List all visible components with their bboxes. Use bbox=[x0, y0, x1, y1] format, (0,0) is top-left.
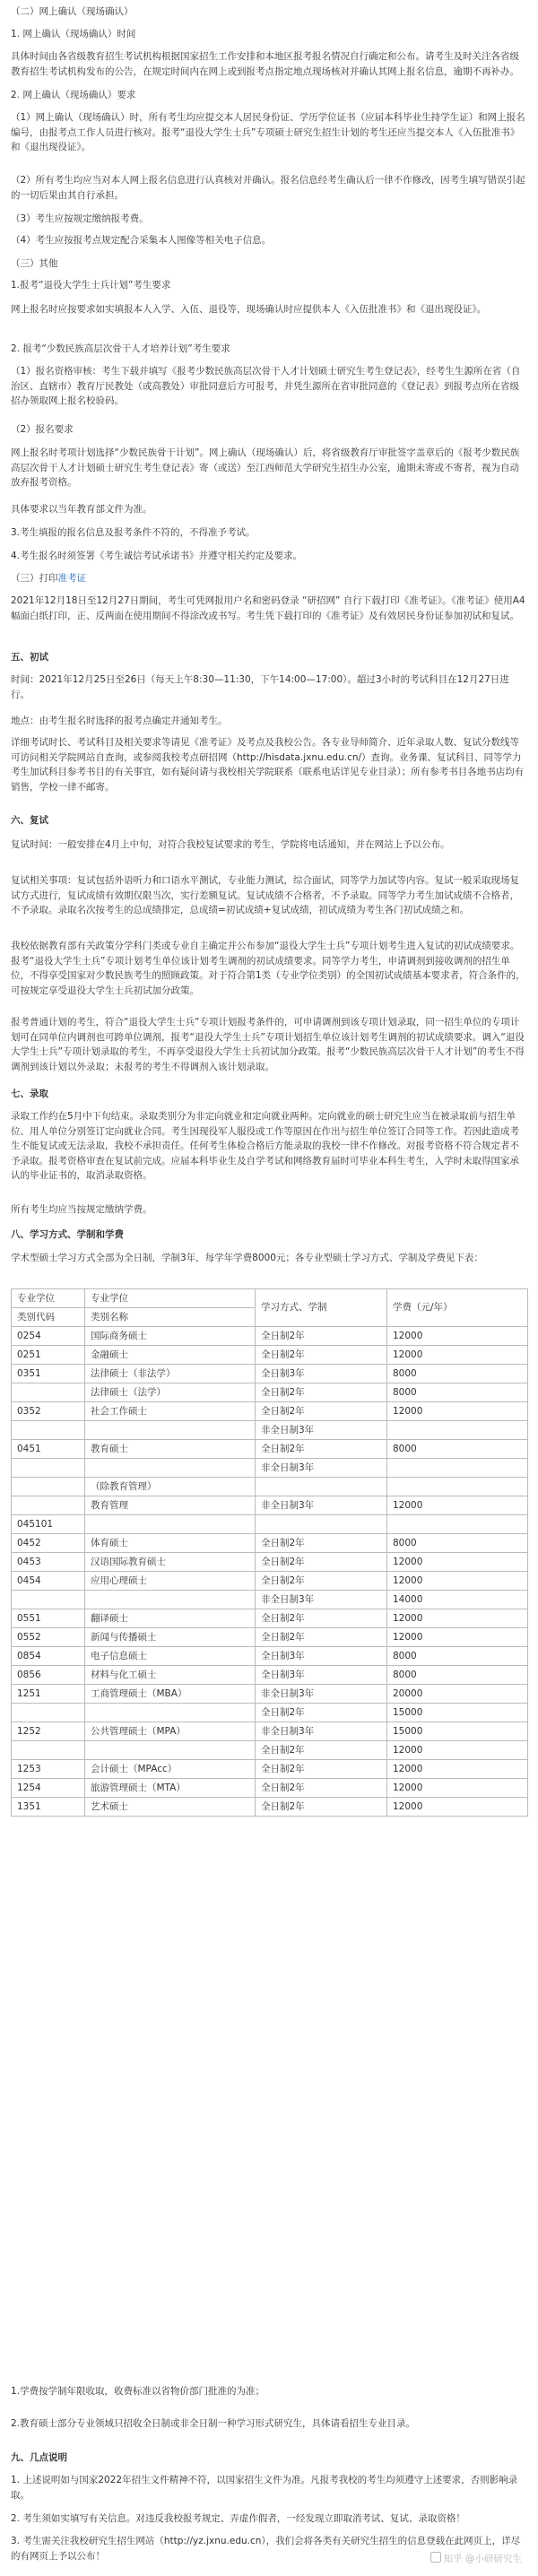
paragraph: 1. 上述说明如与国家2022年招生文件精神不符，以国家招生文件为准。凡报考我校的考生均须遵守上述要求，否则影响录取。 bbox=[11, 2475, 518, 2501]
table-row bbox=[12, 1327, 528, 1346]
table-cell-name: 金融硕士 bbox=[85, 1346, 256, 1365]
paragraph: 所有考生均应当按规定缴纳学费。 bbox=[11, 1204, 152, 1215]
table-cell-code: 1253 bbox=[12, 1760, 85, 1779]
table-cell-code bbox=[12, 1478, 85, 1496]
table-cell-fee: 8000 bbox=[387, 1383, 528, 1402]
table-cell-mode: 全日制3年 bbox=[256, 1647, 387, 1666]
table-cell-code bbox=[12, 1496, 85, 1515]
table-cell-code bbox=[12, 1421, 85, 1440]
paragraph: 网上报名时应按要求如实填报本人入学、入伍、退役等，现场确认时应提供本人《入伍批准书》和《退出现役证》。 bbox=[11, 304, 487, 315]
table-cell-code: 0352 bbox=[12, 1402, 85, 1421]
paragraph: 复试相关事项：复试包括外语听力和口语水平测试，专业能力测试，综合面试，同等学力加试等内容。复试一般采取现场复试方式进行，复试成绩有效期仅限当次，实行差额复试。复试成绩不合格者，不予录取。同等学力考生加试成绩不合格者，不予录取。录取名次按考生的总成绩排定，总成绩=初试成绩+复试成绩，初试成绩为考生各门初试成绩之和。 bbox=[11, 875, 519, 915]
table-cell-mode: 非全日制3年 bbox=[256, 1421, 387, 1440]
table-cell-name: 新闻与传播硕士 bbox=[85, 1628, 256, 1647]
header-cell: 类别代码 bbox=[12, 1308, 85, 1327]
table-cell-mode: 全日制2年 bbox=[256, 1628, 387, 1647]
paragraph: 2021年12月18日至12月27日期间，考生可凭网报用户名和密码登录 “研招网” 自行下载打印《准考证》。《准考证》使用A4幅面白纸打印，正、反两面在使用期间不得涂改或书写。考生凭下载打印的《准考证》及有效居民身份证参加初试和复试。 bbox=[11, 595, 525, 621]
table-row bbox=[12, 1647, 528, 1666]
subsection-heading: （2）报名要求 bbox=[11, 424, 74, 435]
table-cell-name: 旅游管理硕士（MTA） bbox=[85, 1779, 256, 1798]
table-cell-fee: 8000 bbox=[387, 1365, 528, 1383]
admission-ticket-link[interactable]: 准考证 bbox=[57, 573, 86, 584]
table-cell-fee: 12000 bbox=[387, 1402, 528, 1421]
table-cell-fee: 20000 bbox=[387, 1685, 528, 1704]
table-cell-fee: 12000 bbox=[387, 1496, 528, 1515]
paragraph: 我校依据教育部有关政策分学科门类或专业自主确定并公布参加“退役大学生士兵”专项计划考生进入复试的初试成绩要求。报考“退役大学生士兵”专项计划考生单位该计划考生调剂的初试成绩要求。同等学力考生，申请调剂到接收调剂的招生单位，不得享受国家对少数民族考生的照顾政策。对于符合第1类（专业学位类别）的全国初试成绩基本要求者，符合条件的，可按规定享受退役大学生士兵初试加分政策。 bbox=[11, 941, 525, 996]
table-cell-code: 0551 bbox=[12, 1609, 85, 1628]
table-cell-mode: 非全日制3年 bbox=[256, 1685, 387, 1704]
table-cell-code bbox=[12, 1741, 85, 1760]
paragraph: 学术型硕士学习方式全部为全日制，学制3年，每学年学费8000元；各专业型硕士学习方式、学制及学费见下表： bbox=[11, 1253, 483, 1263]
subsection-heading: 1.报考“退役大学生士兵计划”考生要求 bbox=[11, 280, 171, 291]
header-cell: 类别名称 bbox=[85, 1308, 256, 1327]
table-row bbox=[12, 1628, 528, 1647]
table-cell-name bbox=[85, 1421, 256, 1440]
section-heading: （三）其他 bbox=[11, 258, 58, 269]
paragraph: 详细考试时长、考试科目及相关要求等请见《准考证》及考点及我校公告。各专业导师简介、近年录取人数、复试分数线等可访问相关学院网站自查询，或参阅我校考点研招网（http://hisdata.jxnu.edu.cn/）查询。业务课、复试科目、同等学力考生加试科目参考书目的有关事宜，如有疑问请与我校相关学院联系（联系电话详见专业目录）；所有参考书目各地书店均有销售，学校一律不邮寄。 bbox=[11, 737, 525, 793]
section-heading: 九、几点说明 bbox=[11, 2452, 67, 2463]
paragraph: 具体要求以当年教育部文件为准。 bbox=[11, 504, 152, 515]
table-cell-fee: 8000 bbox=[387, 1534, 528, 1553]
table-row bbox=[12, 1798, 528, 1817]
table-cell-fee bbox=[387, 1478, 528, 1496]
section-heading: 五、初试 bbox=[11, 652, 48, 663]
table-cell-code: 0451 bbox=[12, 1440, 85, 1459]
watermark-text: 知乎 @小研研究生 bbox=[443, 2554, 522, 2564]
table-cell-fee: 8000 bbox=[387, 1666, 528, 1685]
table-row bbox=[12, 1591, 528, 1609]
section-heading: 六、复试 bbox=[11, 815, 48, 826]
table-cell-fee bbox=[387, 1459, 528, 1478]
table-cell-fee bbox=[387, 1421, 528, 1440]
table-cell-mode: 全日制2年 bbox=[256, 1402, 387, 1421]
table-cell-name: 工商管理硕士（MBA） bbox=[85, 1685, 256, 1704]
section-heading: 八、学习方式、学制和学费 bbox=[11, 1229, 124, 1240]
table-row bbox=[12, 1402, 528, 1421]
table-cell-name bbox=[85, 1515, 256, 1534]
table-row bbox=[12, 1383, 528, 1402]
table-row bbox=[12, 1553, 528, 1572]
paragraph: 具体时间由各省级教育招生考试机构根据国家招生工作安排和本地区报考报名情况自行确定和公布。请考生及时关注各省级教育招生考试机构发布的公告，在规定时间内在网上或到报考点指定地点现场核对并确认其网上报名信息，逾期不再补办。 bbox=[11, 51, 519, 77]
table-cell-name: 社会工作硕士 bbox=[85, 1402, 256, 1421]
table-cell-mode: 非全日制3年 bbox=[256, 1496, 387, 1515]
paragraph: （2）所有考生均应当对本人网上报名信息进行认真核对并确认。报名信息经考生确认后一律不作修改，因考生填写错误引起的一切后果由其自行承担。 bbox=[11, 175, 525, 201]
table-cell-code: 0854 bbox=[12, 1647, 85, 1666]
table-cell-name: 汉语国际教育硕士 bbox=[85, 1553, 256, 1572]
table-cell-code bbox=[12, 1591, 85, 1609]
table-row bbox=[12, 1741, 528, 1760]
table-cell-code: 1252 bbox=[12, 1722, 85, 1741]
note: 2.教育硕士部分专业领域只招收全日制或非全日制一种学习形式研究生，具体请看招生专业目录。 bbox=[11, 2418, 416, 2429]
table-cell-code: 0452 bbox=[12, 1534, 85, 1553]
table-row bbox=[12, 1704, 528, 1722]
watermark bbox=[430, 2552, 522, 2565]
table-cell-fee: 12000 bbox=[387, 1628, 528, 1647]
table-cell-mode: 全日制2年 bbox=[256, 1704, 387, 1722]
table-cell-mode: 非全日制3年 bbox=[256, 1459, 387, 1478]
paragraph: 时间：2021年12月25日至26日（每天上午8:30—11:30，下午14:00—17:00）。超过3小时的考试科目在12月27日进行。 bbox=[11, 674, 509, 700]
table-cell-name: 公共管理硕士（MPA） bbox=[85, 1722, 256, 1741]
table-cell-name: 材料与化工硕士 bbox=[85, 1666, 256, 1685]
table-cell-fee: 15000 bbox=[387, 1722, 528, 1741]
table-cell-name: 艺术硕士 bbox=[85, 1798, 256, 1817]
header-cell: 专业学位 bbox=[85, 1289, 256, 1308]
table-cell-name bbox=[85, 1741, 256, 1760]
table-row bbox=[12, 1685, 528, 1704]
table-cell-code: 0351 bbox=[12, 1365, 85, 1383]
table-cell-mode: 全日制2年 bbox=[256, 1327, 387, 1346]
table-cell-name: 法律硕士（法学） bbox=[85, 1383, 256, 1402]
table-cell-mode: 全日制2年 bbox=[256, 1741, 387, 1760]
table-header-row bbox=[12, 1289, 528, 1308]
table-cell-name: 会计硕士（MPAcc） bbox=[85, 1760, 256, 1779]
table-cell-mode: 全日制2年 bbox=[256, 1779, 387, 1798]
table-cell-code: 1251 bbox=[12, 1685, 85, 1704]
table-cell-name: 电子信息硕士 bbox=[85, 1647, 256, 1666]
table-cell-mode: 全日制2年 bbox=[256, 1609, 387, 1628]
table-cell-fee: 12000 bbox=[387, 1798, 528, 1817]
table-cell-fee: 8000 bbox=[387, 1647, 528, 1666]
table-cell-mode bbox=[256, 1478, 387, 1496]
table-cell-code: 0552 bbox=[12, 1628, 85, 1647]
table-row bbox=[12, 1440, 528, 1459]
table-row bbox=[12, 1365, 528, 1383]
table-row bbox=[12, 1722, 528, 1741]
table-cell-fee: 12000 bbox=[387, 1327, 528, 1346]
header-cell: 专业学位 bbox=[12, 1289, 85, 1308]
paragraph: （3）考生应按规定缴纳报考费。 bbox=[11, 213, 149, 224]
paragraph: 复试时间：一般安排在4月上中旬，对符合我校复试要求的考生，学院将电话通知，并在网站上予以公布。 bbox=[11, 839, 450, 850]
table-row bbox=[12, 1459, 528, 1478]
table-cell-code: 0453 bbox=[12, 1553, 85, 1572]
table-cell-name: 教育硕士 bbox=[85, 1440, 256, 1459]
table-cell-code: 0454 bbox=[12, 1572, 85, 1591]
table-row bbox=[12, 1346, 528, 1365]
table-cell-name bbox=[85, 1591, 256, 1609]
table-cell-mode: 全日制2年 bbox=[256, 1383, 387, 1402]
tuition-table bbox=[11, 1288, 528, 1817]
table-cell-mode: 全日制2年 bbox=[256, 1534, 387, 1553]
table-cell-name: 翻译硕士 bbox=[85, 1609, 256, 1628]
table-cell-name bbox=[85, 1704, 256, 1722]
section-heading: （二）网上确认（现场确认） bbox=[11, 6, 134, 17]
paragraph: 4.考生报名时须签署《考生诚信考试承诺书》并遵守相关约定及要求。 bbox=[11, 551, 303, 561]
table-cell-code: 0856 bbox=[12, 1666, 85, 1685]
table-row bbox=[12, 1609, 528, 1628]
table-cell-code: 1254 bbox=[12, 1779, 85, 1798]
table-cell-mode: 全日制3年 bbox=[256, 1666, 387, 1685]
table-cell-code: 0251 bbox=[12, 1346, 85, 1365]
table-cell-mode: 非全日制3年 bbox=[256, 1591, 387, 1609]
table-cell-fee: 12000 bbox=[387, 1346, 528, 1365]
table-cell-code: 0254 bbox=[12, 1327, 85, 1346]
table-cell-name: 应用心理硕士 bbox=[85, 1572, 256, 1591]
paragraph: 3. 考生需关注我校研究生招生网站（http://yz.jxnu.edu.cn），我们会将各类有关研究生招生的信息登载在此网页上，详尽的有网页上予以公布！ bbox=[11, 2536, 521, 2562]
table-cell-fee: 15000 bbox=[387, 1704, 528, 1722]
table-cell-mode: 全日制3年 bbox=[256, 1365, 387, 1383]
table-cell-name: 教育管理 bbox=[85, 1496, 256, 1515]
paragraph: （4）考生应按报考点规定配合采集本人图像等相关电子信息。 bbox=[11, 235, 272, 246]
header-cell: 学费（元/年） bbox=[387, 1289, 528, 1327]
header-cell: 学习方式、学制 bbox=[256, 1289, 387, 1327]
table-cell-code: 1351 bbox=[12, 1798, 85, 1817]
table-row bbox=[12, 1760, 528, 1779]
table-cell-mode: 全日制2年 bbox=[256, 1798, 387, 1817]
table-cell-mode: 全日制2年 bbox=[256, 1553, 387, 1572]
table-cell-name: （除教育管理） bbox=[85, 1478, 256, 1496]
paragraph: （1）报名资格审核：考生下载并填写《报考少数民族高层次骨干人才计划硕士研究生考生登记表》，经考生生源所在省（自治区、直辖市）教育厅民教处（或高教处）审批同意后方可报考，并凭生源所在省审批同意的《登记表》到报考点所在省级招办领取网上报名校验码。 bbox=[11, 366, 521, 406]
paragraph: 录取工作约在5月中下旬结束。录取类别分为非定向就业和定向就业两种。定向就业的硕士研究生应当在被录取前与招生单位、用人单位分别签订定向就业合同。考生因现役军人服役或工作等原因在作出与招生单位签订合同等工作。若因此造成考生不能复试或无法录取，我校不承担责任。任何考生体检合格后方能录取的我校一律不作修改。对报考资格不符合规定者不予录取。报考资格审查在复试前完成。应届本科毕业生及自学考试和网络教育届时可毕业本科生考生，入学时未取得国家承认的毕业证书的，取消录取资格。 bbox=[11, 1111, 519, 1181]
table-row bbox=[12, 1572, 528, 1591]
zhihu-icon bbox=[430, 2552, 441, 2563]
table-cell-code bbox=[12, 1704, 85, 1722]
table-cell-mode: 全日制2年 bbox=[256, 1440, 387, 1459]
table-cell-mode: 非全日制3年 bbox=[256, 1722, 387, 1741]
table-cell-mode: 全日制2年 bbox=[256, 1346, 387, 1365]
table-cell-mode: 全日制2年 bbox=[256, 1572, 387, 1591]
subsection-heading: 1. 网上确认（现场确认）时间 bbox=[11, 29, 136, 39]
paragraph: 网上报名时考项计划选择“少数民族骨干计划”。网上确认（现场确认）后，将省级教育厅审批签字盖章后的《报考少数民族高层次骨干人才计划硕士研究生考生登记表》寄（或送）至江西师范大学研究生招生办公室，逾期未寄或不寄者，视为自动放弃报考资格。 bbox=[11, 447, 520, 488]
table-cell-name: 国际商务硕士 bbox=[85, 1327, 256, 1346]
table-cell-fee: 12000 bbox=[387, 1553, 528, 1572]
subsection-heading: 2. 网上确认（现场确认）要求 bbox=[11, 90, 136, 100]
table-row bbox=[12, 1779, 528, 1798]
paragraph: 地点：由考生报名时选择的报考点确定并通知考生。 bbox=[11, 716, 228, 726]
table-cell-fee: 8000 bbox=[387, 1440, 528, 1459]
subsection-heading: 2. 报考“少数民族高层次骨干人才培养计划”考生要求 bbox=[11, 343, 230, 354]
table-cell-name: 体育硕士 bbox=[85, 1534, 256, 1553]
table-row bbox=[12, 1666, 528, 1685]
table-cell-fee: 12000 bbox=[387, 1779, 528, 1798]
table-cell-fee: 12000 bbox=[387, 1760, 528, 1779]
note: 1.学费按学制年限收取，收费标准以省物价部门批准的为准； bbox=[11, 2386, 265, 2397]
table-cell-code bbox=[12, 1459, 85, 1478]
table-row bbox=[12, 1515, 528, 1534]
table-cell-fee: 12000 bbox=[387, 1572, 528, 1591]
table-row bbox=[12, 1534, 528, 1553]
table-row bbox=[12, 1478, 528, 1496]
section-heading: （三）打印准考证 bbox=[11, 573, 86, 584]
table-cell-code bbox=[12, 1383, 85, 1402]
paragraph: 3.考生填报的报名信息及报考条件不符的，不得准予考试。 bbox=[11, 527, 256, 538]
paragraph: 报考普通计划的考生，符合“退役大学生士兵”专项计划报考条件的，可申请调剂到该专项计划录取，同一招生单位的专项计划可在同单位内调剂也可跨单位调剂，报考“退役大学生士兵”专项计划招生单位该计划考生调剂的初试成绩要求。调入“退役大学生士兵”专项计划录取的考生，不再享受退役大学生士兵初试加分政策。报考“少数民族高层次骨干人才计划”的考生不得调剂到该计划以外录取；未报考的考生不得调剂入该计划录取。 bbox=[11, 1017, 525, 1072]
table-cell-name bbox=[85, 1459, 256, 1478]
table-cell-fee: 14000 bbox=[387, 1591, 528, 1609]
paragraph: 2. 考生须如实填写有关信息。对违反我校报考规定、弄虚作假者，一经发现立即取消考试、复试、录取资格！ bbox=[11, 2513, 465, 2524]
table-cell-fee bbox=[387, 1515, 528, 1534]
table-cell-mode: 全日制2年 bbox=[256, 1760, 387, 1779]
table-row bbox=[12, 1496, 528, 1515]
table-cell-code: 045101 bbox=[12, 1515, 85, 1534]
table-cell-mode bbox=[256, 1515, 387, 1534]
section-heading: 七、录取 bbox=[11, 1089, 48, 1099]
table-cell-fee: 12000 bbox=[387, 1741, 528, 1760]
paragraph: （1）网上确认（现场确认）时，所有考生均应提交本人居民身份证、学历学位证书（应届本科毕业生持学生证）和网上报名编号，由报考点工作人员进行核对。报考“退役大学生士兵”专项硕士研究生招生计划的考生还应当提交本人《入伍批准书》和《退出现役证》。 bbox=[11, 112, 525, 152]
table-cell-name: 法律硕士（非法学） bbox=[85, 1365, 256, 1383]
table-row bbox=[12, 1421, 528, 1440]
table-cell-fee: 12000 bbox=[387, 1609, 528, 1628]
